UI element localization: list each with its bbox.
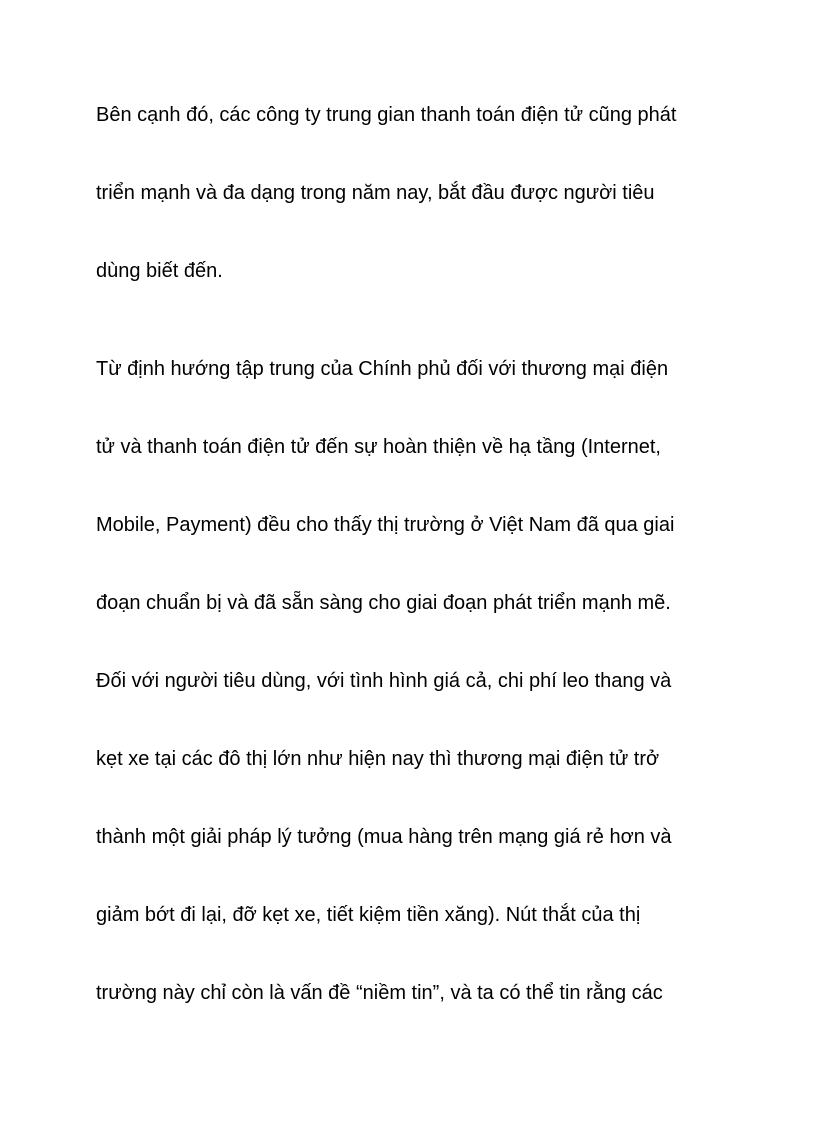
paragraph-2-line-9: trường này chỉ còn là vấn đề “niềm tin”, và ta có thể tin rằng các — [96, 982, 663, 1004]
paragraph-2-line-7: thành một giải pháp lý tưởng (mua hàng trên mạng giá rẻ hơn và — [96, 826, 672, 848]
paragraph-2-line-8: giảm bớt đi lại, đỡ kẹt xe, tiết kiệm tiền xăng). Nút thắt của thị — [96, 904, 641, 926]
paragraph-2-line-2: tử và thanh toán điện tử đến sự hoàn thiện về hạ tầng (Internet, — [96, 436, 661, 458]
paragraph-1-line-1: Bên cạnh đó, các công ty trung gian thanh toán điện tử cũng phát — [96, 104, 677, 126]
paragraph-2-line-5: Đối với người tiêu dùng, với tình hình giá cả, chi phí leo thang và — [96, 670, 672, 692]
paragraph-1-line-2: triển mạnh và đa dạng trong năm nay, bắt đầu được người tiêu — [96, 182, 655, 204]
paragraph-2-line-3: Mobile, Payment) đều cho thấy thị trường ở Việt Nam đã qua giai — [96, 514, 675, 536]
paragraph-2-line-1: Từ định hướng tập trung của Chính phủ đối với thương mại điện — [96, 358, 669, 380]
paragraph-2-line-4: đoạn chuẩn bị và đã sẵn sàng cho giai đoạn phát triển mạnh mẽ. — [96, 592, 671, 614]
paragraph-1-line-3: dùng biết đến. — [96, 260, 223, 282]
paragraph-2-line-6: kẹt xe tại các đô thị lớn như hiện nay thì thương mại điện tử trở — [96, 748, 660, 770]
